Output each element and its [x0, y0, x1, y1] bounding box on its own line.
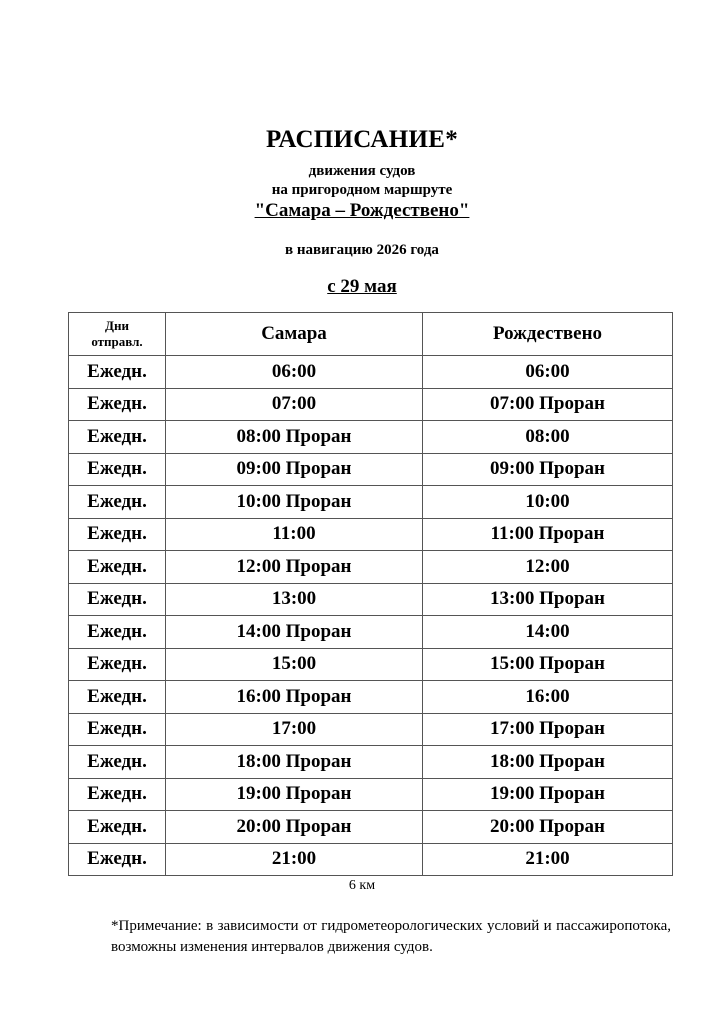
table-row — [69, 648, 673, 681]
table-row — [69, 778, 673, 811]
table-row — [69, 453, 673, 486]
cell-days: Ежедн. — [69, 583, 166, 616]
cell-samara: 14:00 Проран — [166, 616, 423, 649]
schedule-table — [68, 312, 673, 876]
header-days — [69, 313, 166, 356]
cell-rozhdestveno: 19:00 Проран — [423, 778, 673, 811]
schedule-body — [69, 356, 673, 876]
subtitle-line-2: на пригородном маршруте — [271, 182, 453, 198]
header-days-line-1: Дни — [105, 318, 129, 333]
cell-samara: 19:00 Проран — [166, 778, 423, 811]
page-title: РАСПИСАНИЕ* — [265, 126, 459, 153]
cell-rozhdestveno: 09:00 Проран — [423, 453, 673, 486]
cell-days: Ежедн. — [69, 388, 166, 421]
cell-days: Ежедн. — [69, 486, 166, 519]
cell-rozhdestveno: 12:00 — [423, 551, 673, 584]
cell-samara: 06:00 — [166, 356, 423, 389]
cell-rozhdestveno: 08:00 — [423, 421, 673, 454]
cell-rozhdestveno: 15:00 Проран — [423, 648, 673, 681]
cell-days: Ежедн. — [69, 648, 166, 681]
cell-rozhdestveno: 11:00 Проран — [423, 518, 673, 551]
cell-days: Ежедн. — [69, 421, 166, 454]
header-rozhdestveno: Рождествено — [423, 313, 673, 356]
cell-samara: 08:00 Проран — [166, 421, 423, 454]
header-days-line-2: отправл. — [91, 334, 143, 349]
table-row — [69, 356, 673, 389]
cell-days: Ежедн. — [69, 681, 166, 714]
table-row — [69, 551, 673, 584]
table-header-row — [69, 313, 673, 356]
cell-samara: 09:00 Проран — [166, 453, 423, 486]
cell-samara: 21:00 — [166, 843, 423, 876]
cell-rozhdestveno: 16:00 — [423, 681, 673, 714]
route-name: "Самара – Рождествено" — [254, 200, 470, 221]
table-row — [69, 746, 673, 779]
table-row — [69, 713, 673, 746]
subtitle-line-1: движения судов — [308, 163, 416, 179]
table-row — [69, 421, 673, 454]
cell-samara: 16:00 Проран — [166, 681, 423, 714]
distance-note: 6 км — [348, 878, 376, 893]
cell-days: Ежедн. — [69, 811, 166, 844]
cell-rozhdestveno: 07:00 Проран — [423, 388, 673, 421]
cell-samara: 13:00 — [166, 583, 423, 616]
start-date: с 29 мая — [327, 276, 397, 297]
cell-days: Ежедн. — [69, 843, 166, 876]
table-row — [69, 518, 673, 551]
table-row — [69, 681, 673, 714]
cell-samara: 20:00 Проран — [166, 811, 423, 844]
cell-days: Ежедн. — [69, 616, 166, 649]
cell-days: Ежедн. — [69, 746, 166, 779]
cell-samara: 11:00 — [166, 518, 423, 551]
cell-rozhdestveno: 13:00 Проран — [423, 583, 673, 616]
cell-samara: 12:00 Проран — [166, 551, 423, 584]
cell-rozhdestveno: 06:00 — [423, 356, 673, 389]
table-row — [69, 388, 673, 421]
cell-rozhdestveno: 21:00 — [423, 843, 673, 876]
table-row — [69, 811, 673, 844]
cell-days: Ежедн. — [69, 778, 166, 811]
cell-rozhdestveno: 10:00 — [423, 486, 673, 519]
cell-samara: 18:00 Проран — [166, 746, 423, 779]
cell-rozhdestveno: 17:00 Проран — [423, 713, 673, 746]
table-row — [69, 486, 673, 519]
cell-rozhdestveno: 18:00 Проран — [423, 746, 673, 779]
header-samara: Самара — [166, 313, 423, 356]
cell-samara: 17:00 — [166, 713, 423, 746]
navigation-season: в навигацию 2026 года — [285, 242, 439, 258]
cell-rozhdestveno: 20:00 Проран — [423, 811, 673, 844]
cell-days: Ежедн. — [69, 551, 166, 584]
footnote: *Примечание: в зависимости от гидрометеорологических условий и пассажиропотока, возможны изменения интервалов движения судов. — [111, 918, 671, 955]
table-row — [69, 843, 673, 876]
cell-samara: 07:00 — [166, 388, 423, 421]
cell-days: Ежедн. — [69, 356, 166, 389]
table-row — [69, 616, 673, 649]
cell-samara: 15:00 — [166, 648, 423, 681]
cell-days: Ежедн. — [69, 518, 166, 551]
cell-days: Ежедн. — [69, 453, 166, 486]
cell-samara: 10:00 Проран — [166, 486, 423, 519]
cell-days: Ежедн. — [69, 713, 166, 746]
table-row — [69, 583, 673, 616]
cell-rozhdestveno: 14:00 — [423, 616, 673, 649]
